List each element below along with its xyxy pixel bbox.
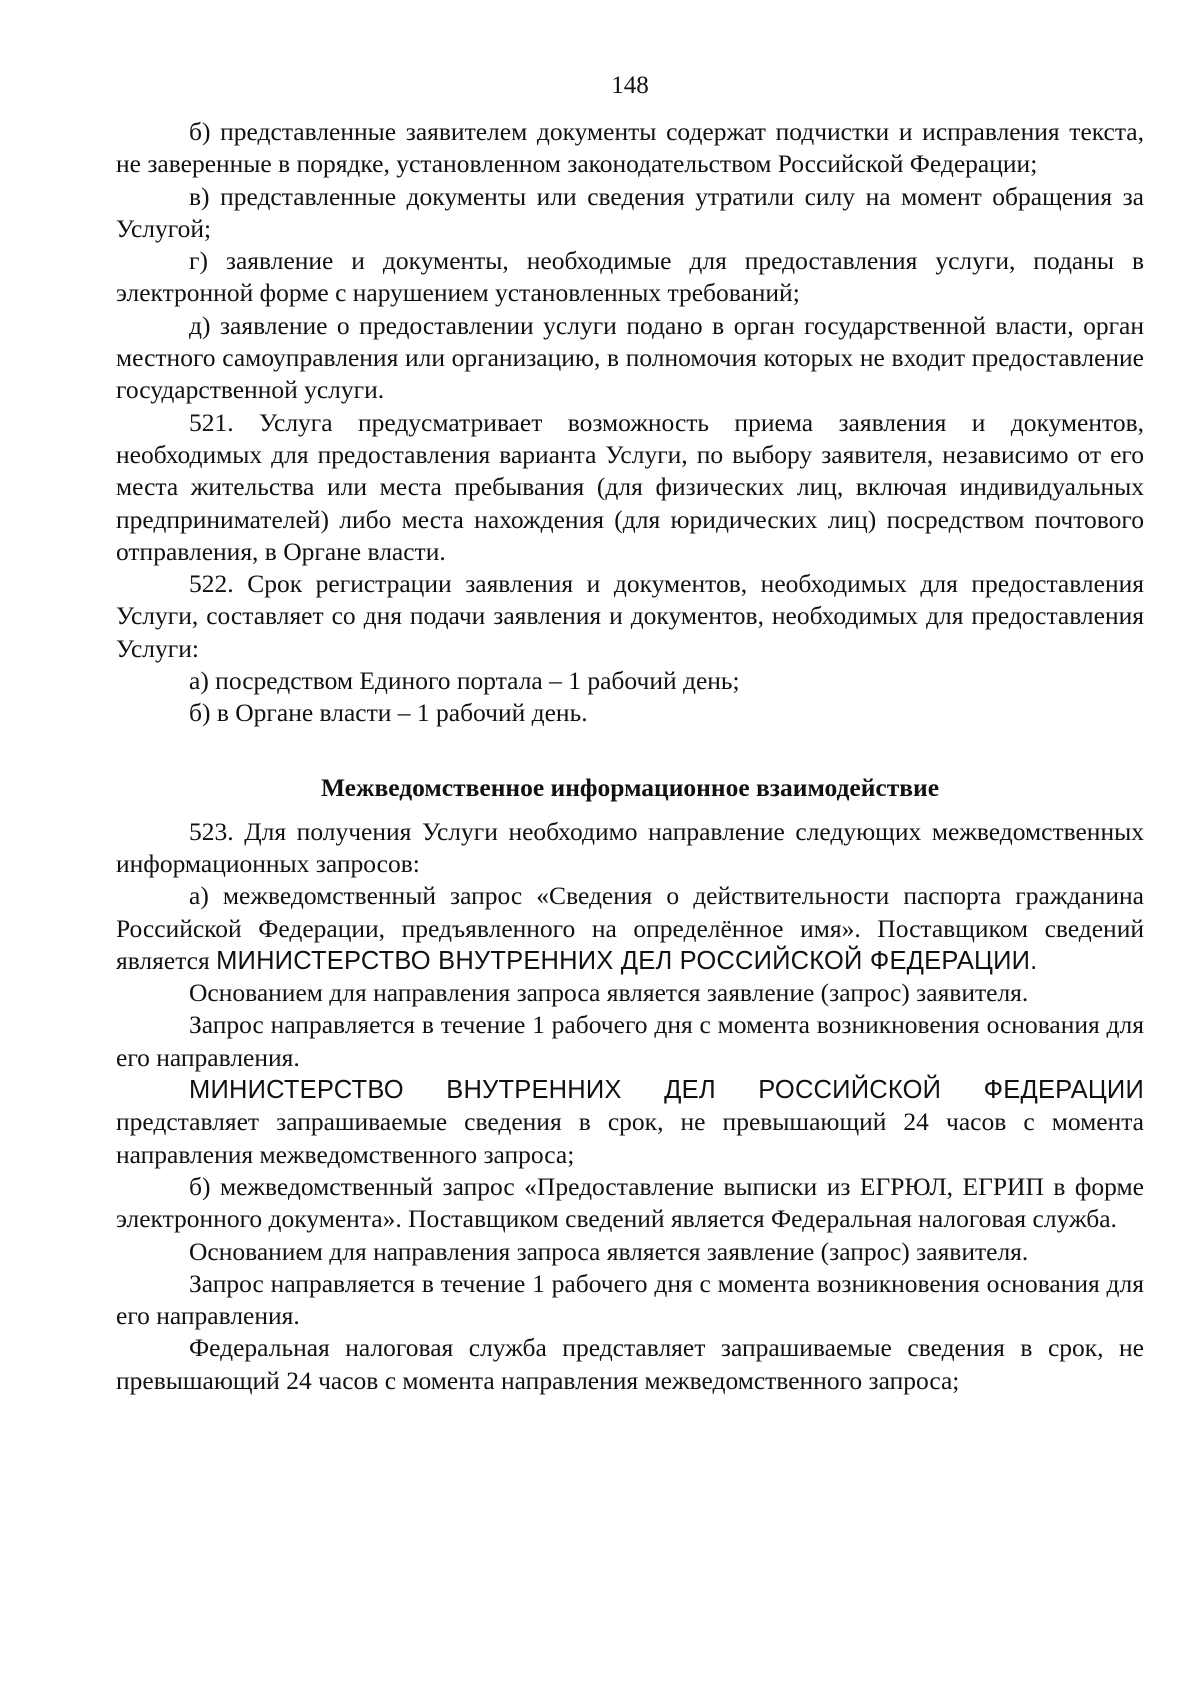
paragraph-v-expired: в) представленные документы или сведения утратили силу на момент обращения за Услугой; — [116, 181, 1144, 243]
paragraph-d-wrong-authority: д) заявление о предоставлении услуги подано в орган государственной власти, орган местного самоуправления или организацию, в полномочия которых не входит предоставление государственной услуги. — [116, 310, 1144, 405]
paragraph-522-b: б) в Органе власти – 1 рабочий день. — [189, 698, 588, 728]
paragraph-523-b-term: Запрос направляется в течение 1 рабочего дня с момента возникновения основания для его направления. — [116, 1268, 1144, 1331]
paragraph-g-electronic: г) заявление и документы, необходимые для предоставления услуги, поданы в электронной форме с нарушением установленных требований; — [116, 246, 1144, 308]
page-number: 148 — [611, 72, 649, 99]
paragraph-523-a-term: Запрос направляется в течение 1 рабочего дня с момента возникновения основания для его направления. — [116, 1010, 1144, 1072]
paragraph-522: 522. Срок регистрации заявления и документов, необходимых для предоставления Услуги, составляет со дня подачи заявления и документов, необходимых для предоставления Услуги: — [116, 569, 1144, 663]
paragraph-523-b-basis: Основанием для направления запроса является заявление (запрос) заявителя. — [189, 1236, 1029, 1266]
paragraph-523-b: б) межведомственный запрос «Предоставление выписки из ЕГРЮЛ, ЕГРИП в форме электронного документа». Поставщиком сведений является Федеральная налоговая служба. — [116, 1171, 1144, 1234]
mvd-name: МИНИСТЕРСТВО ВНУТРЕННИХ ДЕЛ РОССИЙСКОЙ ФЕДЕРАЦИИ — [189, 1076, 1144, 1105]
paragraph-523-b-fns-deadline: Федеральная налоговая служба представляет запрашиваемые сведения в срок, не превышающий 24 часов с момента направления межведомственного запроса; — [116, 1333, 1144, 1395]
paragraph-523-a-basis: Основанием для направления запроса является заявление (запрос) заявителя. — [189, 978, 1029, 1008]
paragraph-521: 521. Услуга предусматривает возможность приема заявления и документов, необходимых для предоставления варианта Услуги, по выбору заявителя, независимо от его места жительства или места пребывания (для физических лиц, включая индивидуальных предпринимателей) либо места нахождения (для юридических лиц) посредством почтового отправления, в Органе власти. — [116, 407, 1144, 566]
mvd-deadline-text: представляет запрашиваемые сведения в срок, не превышающий 24 часов с момента направления межведомственного запроса; — [116, 1107, 1144, 1169]
paragraph-b-corrections: б) представленные заявителем документы содержат подчистки и исправления текста, не заверенные в порядке, установленном законодательством Российской Федерации; — [116, 117, 1144, 179]
section-heading: Межведомственное информационное взаимодействие — [320, 772, 940, 802]
document-page — [116, 70, 1144, 1670]
paragraph-523-a — [116, 880, 1144, 977]
paragraph-522-a: а) посредством Единого портала – 1 рабочий день; — [189, 666, 740, 696]
paragraph-523-a-text: а) межведомственный запрос «Сведения о действительности паспорта гражданина Российской Федерации, предъявленного на определённое имя». Поставщиком сведений является — [116, 881, 1144, 975]
paragraph-523: 523. Для получения Услуги необходимо направление следующих межведомственных информационных запросов: — [116, 816, 1144, 878]
paragraph-523-a-provider: МИНИСТЕРСТВО ВНУТРЕННИХ ДЕЛ РОССИЙСКОЙ ФЕДЕРАЦИИ. — [216, 946, 1038, 975]
paragraph-523-a-mvd-deadline — [116, 1074, 1144, 1171]
